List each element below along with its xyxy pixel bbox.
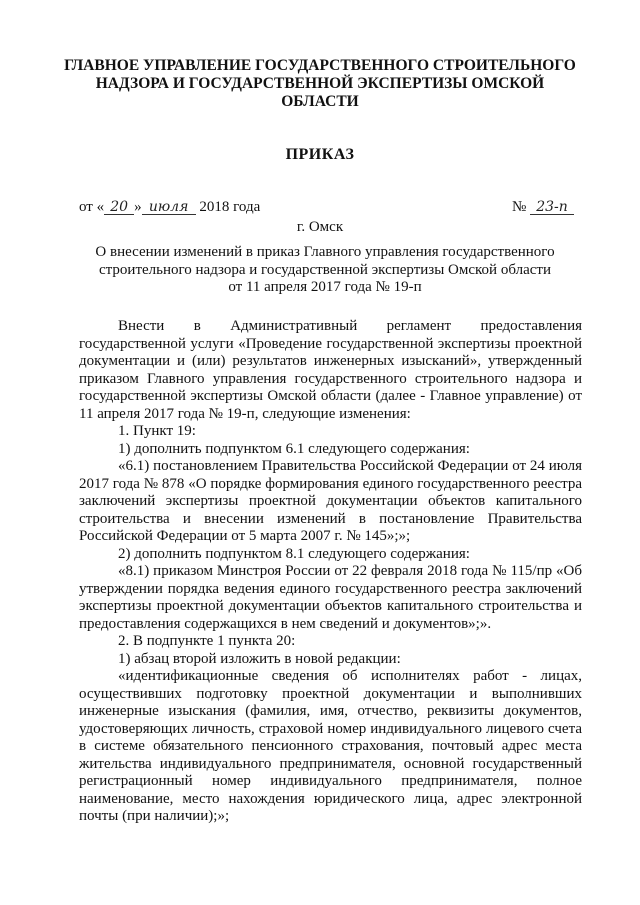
subject-line-2: строительного надзора и государственной экспертизы Омской области xyxy=(99,261,551,278)
org-name-line-1: ГЛАВНОЕ УПРАВЛЕНИЕ ГОСУДАРСТВЕННОГО СТРОИТЕЛЬНОГО xyxy=(64,57,576,74)
number-sign: № xyxy=(511,199,527,215)
body-paragraph-sub-2: 2) дополнить подпунктом 8.1 следующего содержания: xyxy=(118,545,470,562)
body-paragraph-quote-ids: «идентификационные сведения об исполнителях работ - лицах, осуществивших подготовку проектной документации и выполнивших инженерные изыскания (фамилия, имя, отчество, реквизиты документов, удостоверяющих личность, страховой номер индивидуального лицевого счета в системе обязательного пенсионного страхования, почтовый адрес места жительства индивидуального предпринимателя, основной государственный регистрационный номер индивидуального предпринимателя, полное наименование, место нахождения юридического лица, адрес электронной почты (при наличии);»; xyxy=(79,668,582,824)
body-paragraph-item-2: 2. В подпункте 1 пункта 20: xyxy=(118,633,296,649)
subject-line-1: О внесении изменений в приказ Главного управления государственного xyxy=(95,244,555,260)
city: г. Омск xyxy=(296,219,344,235)
number-handwritten: 23-п xyxy=(530,200,574,215)
body-paragraph-sub-1: 1) дополнить подпунктом 6.1 следующего содержания: xyxy=(118,440,470,457)
order-body xyxy=(79,318,582,826)
org-name-line-3: ОБЛАСТИ xyxy=(281,93,359,110)
body-paragraph-intro: Внести в Административный регламент предоставления государственной услуги «Проведение государственной экспертизы проектной документации и (или) результатов инженерных изысканий», утвержденный приказом Главного управления государственного строительного надзора и государственной экспертизы Омской области (далее - Главное управление) от 11 апреля 2017 года № 19-п, следующие изменения: xyxy=(79,318,582,422)
organization-header xyxy=(40,57,600,111)
body-paragraph-item-1: 1. Пункт 19: xyxy=(118,423,196,439)
date-prefix: от « xyxy=(79,199,105,215)
body-paragraph-sub-2-1: 1) абзац второй изложить в новой редакции: xyxy=(118,650,401,667)
order-subject xyxy=(80,244,570,297)
order-date xyxy=(79,199,260,216)
body-paragraph-quote-8-1: «8.1) приказом Минстроя России от 22 февраля 2018 года № 115/пр «Об утверждении порядка ведения единого государственного реестра заключений экспертизы проектной документации объектов капитального строительства и предоставления содержащихся в нем сведений и документов»;». xyxy=(79,563,582,632)
date-month-handwritten: июля xyxy=(142,200,196,215)
document-type-title: ПРИКАЗ xyxy=(285,146,355,163)
body-paragraph-quote-6-1: «6.1) постановлением Правительства Российской Федерации от 24 июля 2017 года № 878 «О порядке формирования единого государственного реестра заключений экспертизы проектной документации объектов капитального строительства и внесении изменений в постановление Правительства Российской Федерации от 5 марта 2007 г. № 145»;»; xyxy=(79,458,582,544)
order-number xyxy=(512,199,574,216)
date-day-handwritten: 20 xyxy=(104,200,134,215)
date-year: 2018 года xyxy=(199,199,261,215)
org-name-line-2: НАДЗОРА И ГОСУДАРСТВЕННОЙ ЭКСПЕРТИЗЫ ОМСКОЙ xyxy=(95,75,545,92)
date-quote-close: » xyxy=(134,199,142,215)
subject-line-3: от 11 апреля 2017 года № 19-п xyxy=(228,279,422,295)
